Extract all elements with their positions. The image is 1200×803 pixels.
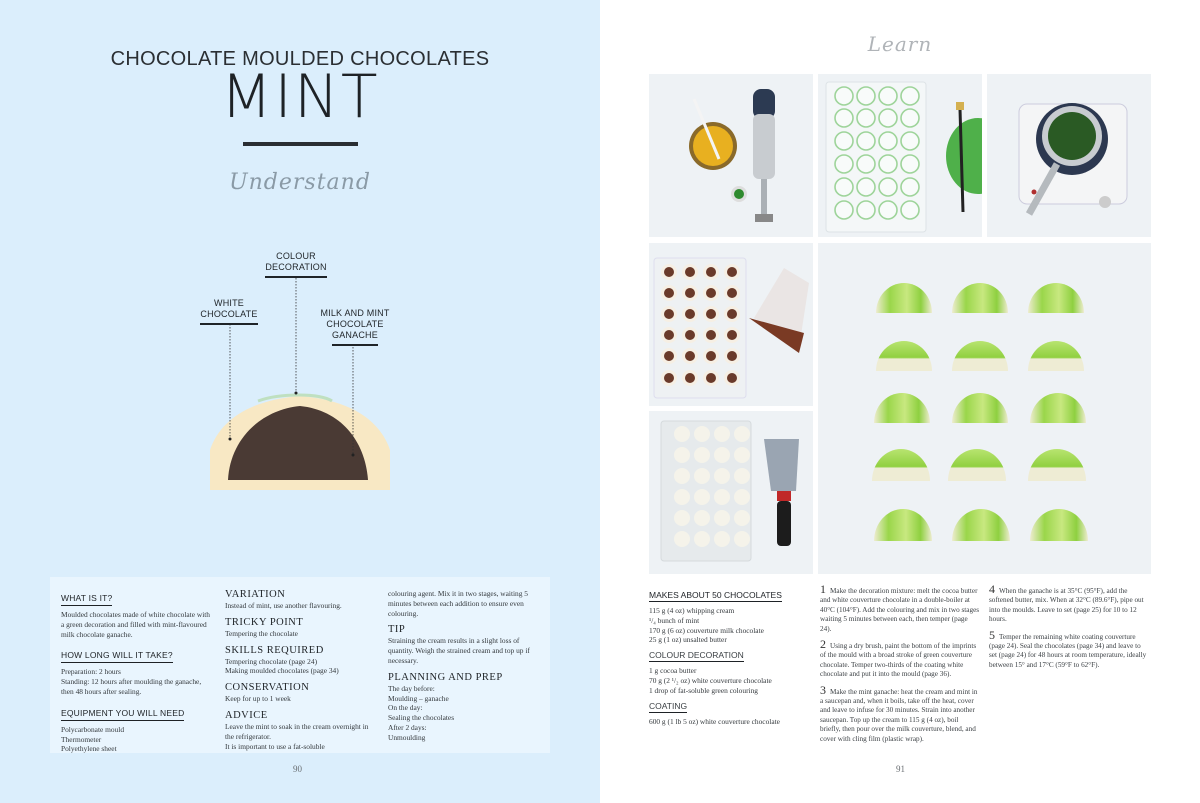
planning-line: On the day: <box>388 703 423 713</box>
recipe-step: 1 Make the decoration mixture: melt the cocoa butter and white couverture chocolate in a double-boiler at 40°C (104°F). Add the colouring and mix in two stages waiting 5 minutes between each, then temper (page 24). <box>820 582 980 633</box>
ingredient-item: 25 g (1 oz) unsalted butter <box>649 635 727 645</box>
how-long-line: Preparation: 2 hours <box>61 667 121 677</box>
planning-line: Sealing the chocolates <box>388 713 455 723</box>
section-script-learn: Learn <box>867 32 933 56</box>
yield-heading: MAKES ABOUT 50 CHOCOLATES <box>649 590 782 600</box>
chocolate-cross-section-diagram <box>180 240 420 500</box>
heading-equipment: EQUIPMENT YOU WILL NEED <box>61 708 184 721</box>
info-column-1 <box>61 588 211 760</box>
info-panel <box>50 577 550 753</box>
planning-line: Unmoulding <box>388 732 426 742</box>
page-number-left: 90 <box>293 764 302 774</box>
coating-heading: COATING <box>649 700 688 711</box>
equipment-item: Polycarbonate mould <box>61 724 125 734</box>
how-long-line: Standing: 12 hours after moulding the ganache, then 48 hours after sealing. <box>61 677 202 696</box>
photo-mould-sealed-scraper <box>649 411 813 574</box>
heading-variation: VARIATION <box>225 589 286 600</box>
heading-how-long: HOW LONG WILL IT TAKE? <box>61 650 173 663</box>
section-script-understand: Understand <box>229 170 371 195</box>
advice-line: Leave the mint to soak in the cream overnight in the refrigerator. <box>225 721 369 741</box>
photo-mould-painted-green <box>818 74 982 237</box>
title-rule <box>243 142 358 146</box>
recipe-step: 4 When the ganache is at 35°C (95°F), add the softened butter, mix. When at 32°C (89.6°F), pipe out into the moulds. Leave to set (page 25) for 10 to 12 hours. <box>989 582 1144 624</box>
ingredient-item: 1 g cocoa butter <box>649 666 697 676</box>
planning-line: Moulding – ganache <box>388 693 449 703</box>
photo-melted-butter-and-blender <box>649 74 813 237</box>
page-number-right: 91 <box>896 764 905 774</box>
heading-skills: SKILLS REQUIRED <box>225 644 324 656</box>
heading-what-is-it: WHAT IS IT? <box>61 593 112 606</box>
page-title: MINT <box>220 62 380 132</box>
right-page <box>600 0 1200 803</box>
planning-line: The day before: <box>388 683 435 693</box>
label-white-chocolate: WHITE CHOCOLATE <box>200 298 258 325</box>
steps-column-2 <box>989 582 1149 676</box>
heading-planning: PLANNING AND PREP <box>388 671 503 683</box>
page-kicker: CHOCOLATE MOULDED CHOCOLATES <box>110 48 490 70</box>
heading-tricky-point: TRICKY POINT <box>225 616 304 628</box>
photo-finished-mint-chocolates <box>818 243 1151 574</box>
ingredients-list <box>649 585 814 726</box>
info-column-3 <box>388 589 538 749</box>
recipe-step: 2 Using a dry brush, paint the bottom of the imprints of the mould with a broad stroke of green couverture chocolate. Temper two-thirds of the coating white chocolate and put it into the mould (page 36). <box>820 637 977 679</box>
heading-conservation: CONSERVATION <box>225 682 310 694</box>
label-ganache: MILK AND MINT CHOCOLATE GANACHE <box>320 308 390 346</box>
ingredient-item: 70 g (2 ¹/₂ oz) white couverture chocolate <box>649 675 772 685</box>
info-column-2 <box>225 589 375 757</box>
decoration-heading: COLOUR DECORATION <box>649 650 744 661</box>
variation-text: Instead of mint, use another flavouring. <box>225 601 342 610</box>
ingredient-item: 600 g (1 lb 5 oz) white couverture chocolate <box>649 716 780 726</box>
advice-continued: colouring agent. Mix it in two stages, waiting 5 minutes between each addition to ensure even colouring. <box>388 589 528 618</box>
skills-line: Tempering chocolate (page 24) <box>225 656 318 666</box>
recipe-step: 5 Temper the remaining white coating couverture (page 24). Seal the chocolates (page 34) and leave to set (page 24) for 48 hours at room temperature, ideally between 15° and 17°C (59°F to 62°F). <box>989 627 1147 669</box>
label-colour-decoration: COLOUR DECORATION <box>265 251 327 278</box>
heading-advice: ADVICE <box>225 709 268 721</box>
ingredient-item: 1 drop of fat-soluble green colouring <box>649 685 758 695</box>
skills-line: Making moulded chocolates (page 34) <box>225 666 339 676</box>
photo-mint-in-saucepan <box>987 74 1151 237</box>
tip-text: Straining the cream results in a slight loss of quantity. Weigh the strained cream and top up if necessary. <box>388 636 530 665</box>
recipe-step: 3 Make the mint ganache: heat the cream and mint in a saucepan and, when it boils, take off the heat, cover and leave to infuse for 30 minutes. Strain into another saucepan. Top up the cream to 115 g (4 oz), boil briefly, then pour over the milk couverture, blend, and cover with cling film (plastic wrap). <box>820 682 978 743</box>
ingredient-item: 170 g (6 oz) couverture milk chocolate <box>649 625 764 635</box>
ingredient-item: ¹/₄ bunch of mint <box>649 615 700 625</box>
tricky-point-text: Tempering the chocolate <box>225 628 298 638</box>
advice-line: It is important to use a fat-soluble <box>225 741 325 751</box>
steps-column-1 <box>820 582 980 750</box>
equipment-item: Polyethylene sheet <box>61 744 117 754</box>
what-is-it-text: Moulded chocolates made of white chocolate with a green decoration and filled with mint-flavoured milk chocolate ganache. <box>61 610 210 639</box>
conservation-text: Keep for up to 1 week <box>225 694 291 704</box>
equipment-item: Thermometer <box>61 734 102 744</box>
bonbon-illustration <box>180 240 420 500</box>
heading-tip: TIP <box>388 624 406 636</box>
photo-mould-filled-ganache <box>649 243 813 406</box>
planning-line: After 2 days: <box>388 722 427 732</box>
ingredient-item: 115 g (4 oz) whipping cream <box>649 606 735 615</box>
